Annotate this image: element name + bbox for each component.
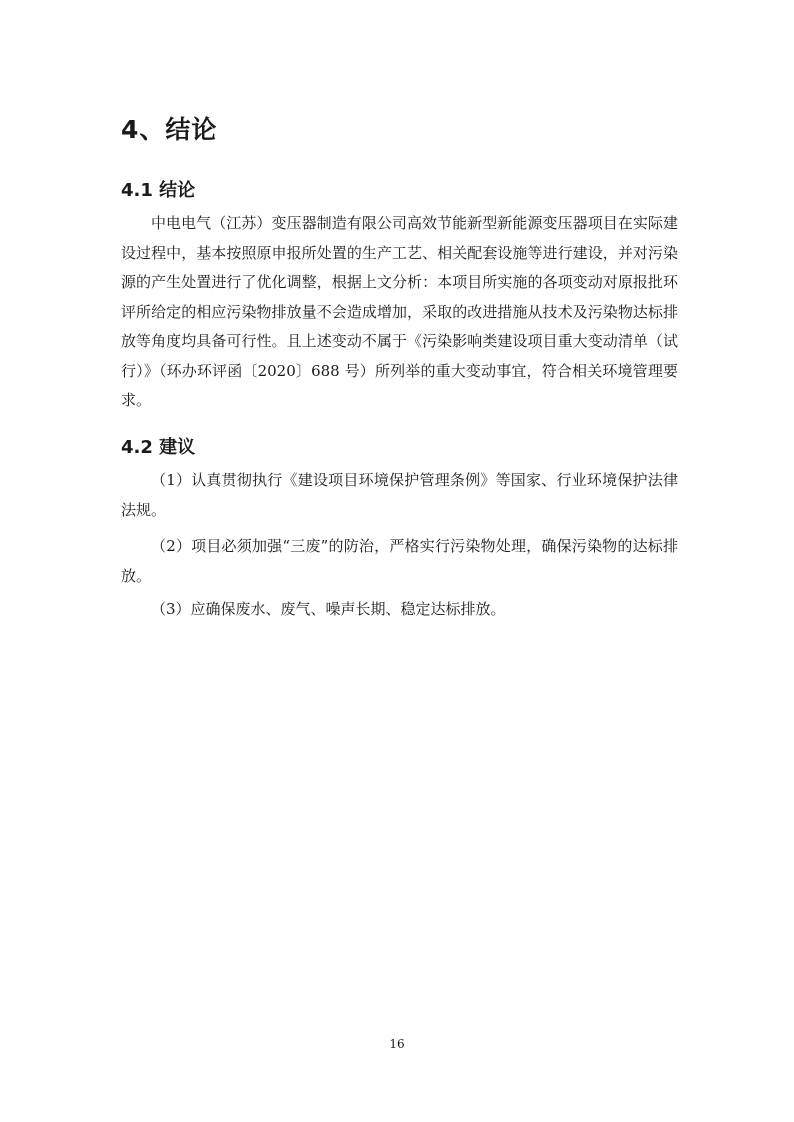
section-heading-conclusion: 4.1 结论 (121, 180, 196, 201)
page-number: 16 (389, 1037, 405, 1051)
suggestion-item-2: （2）项目必须加强“三废”的防治，严格实行污染物处理，确保污染物的达标排放。 (121, 537, 678, 585)
chapter-title: 4、结论 (121, 115, 218, 144)
conclusion-paragraph: 中电电气（江苏）变压器制造有限公司高效节能新型新能源变压器项目在实际建设过程中，基本按照原申报所处置的生产工艺、相关配套设施等进行建设，并对污染源的产生处置进行了优化调整，根据上文分析：本项目所实施的各项变动对原报批环评所给定的相应污染物排放量不会造成增加，采取的改进措施从技术及污染物达标排放等角度均具备可行性。且上述变动不属于《污染影响类建设项目重大变动清单（试行）》（环办环评函〔2020〕688 号）所列举的重大变动事宜，符合相关环境管理要求。 (121, 214, 678, 409)
suggestion-item-3: （3）应确保废水、废气、噪声长期、稳定达标排放。 (151, 600, 506, 618)
section-heading-suggestions: 4.2 建议 (121, 437, 196, 458)
suggestion-item-1: （1）认真贯彻执行《建设项目环境保护管理条例》等国家、行业环境保护法律法规。 (121, 471, 678, 519)
